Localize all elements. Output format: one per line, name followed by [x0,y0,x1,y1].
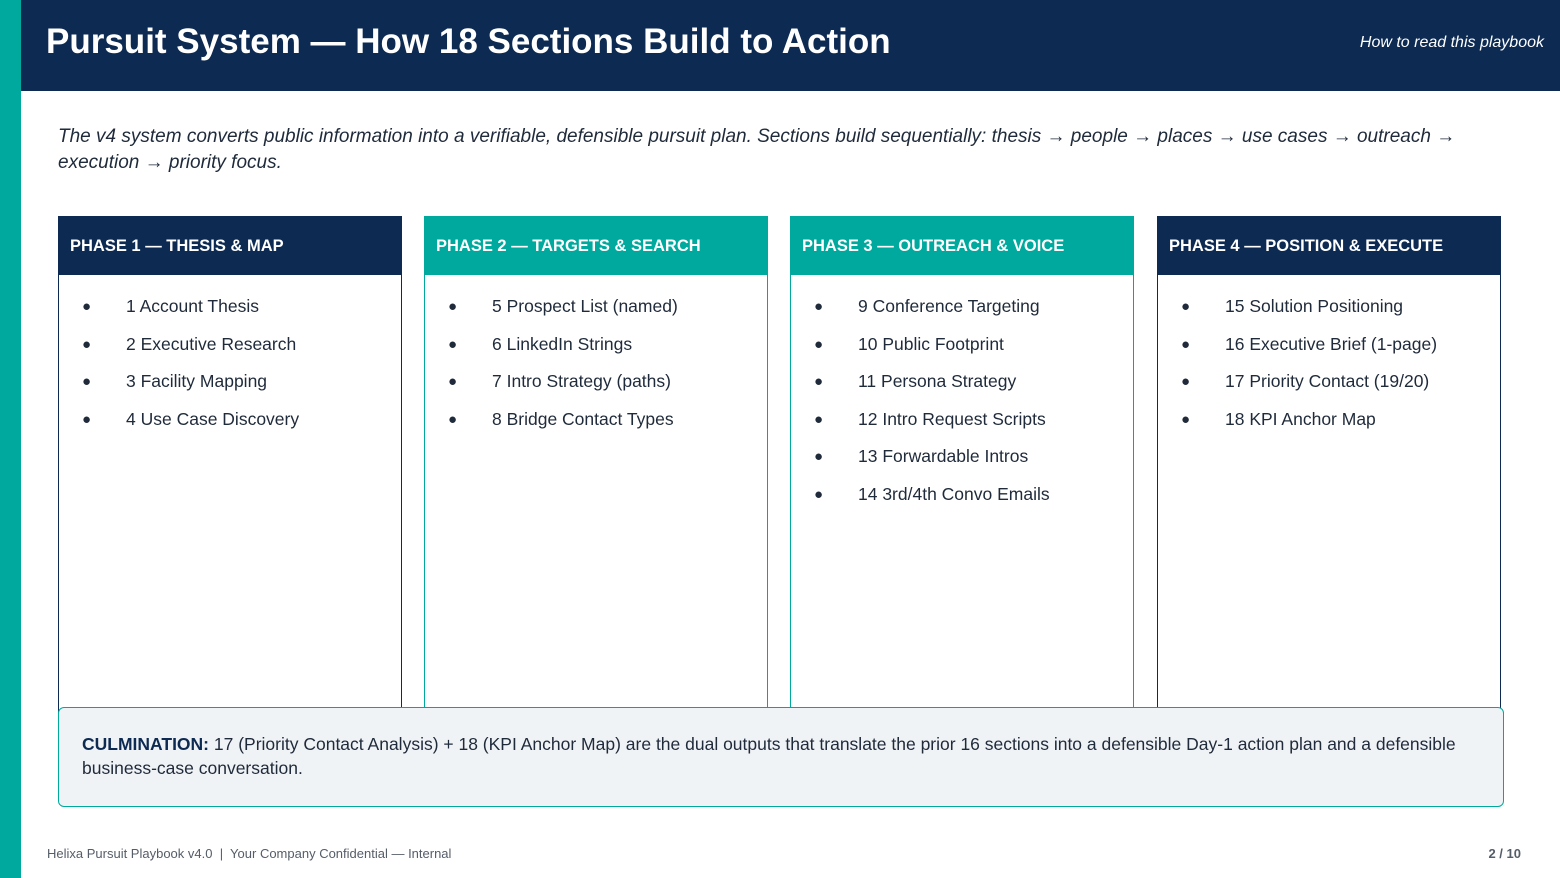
section-label: 2 Executive Research [126,333,297,354]
culmination-label: CULMINATION: [82,734,210,754]
bullet-icon: ● [814,373,824,391]
bullet-icon: ● [814,335,824,353]
bullet-icon: ● [814,485,824,503]
phase-header: PHASE 4 — POSITION & EXECUTE [1158,217,1500,275]
phase-section-list [59,275,401,438]
list-item [59,363,401,401]
slide-header [21,0,1560,91]
list-item [791,326,1133,364]
bullet-icon: ● [1181,373,1191,391]
page-number: 2 / 10 [1488,846,1521,861]
section-label: 9 Conference Targeting [858,296,1040,317]
section-label: 13 Forwardable Intros [858,446,1029,467]
phase-section-list [425,275,767,438]
section-label: 18 KPI Anchor Map [1225,408,1376,429]
footer-text: Helixa Pursuit Playbook v4.0 | Your Company Confidential — Internal [47,846,452,861]
list-item [59,288,401,326]
phase-section-list [1158,275,1500,438]
bullet-icon: ● [814,298,824,316]
section-label: 12 Intro Request Scripts [858,408,1046,429]
bullet-icon: ● [814,410,824,428]
section-label: 7 Intro Strategy (paths) [492,371,671,392]
bullet-icon: ● [1181,298,1191,316]
accent-side-bar [0,0,21,878]
list-item [1158,363,1500,401]
phase-header: PHASE 2 — TARGETS & SEARCH [425,217,767,275]
list-item [791,363,1133,401]
list-item [425,326,767,364]
phase-header: PHASE 1 — THESIS & MAP [59,217,401,275]
phase-card-1 [58,216,402,716]
bullet-icon: ● [448,410,458,428]
list-item [1158,288,1500,326]
phase-card-2 [424,216,768,716]
bullet-icon: ● [448,298,458,316]
bullet-icon: ● [1181,335,1191,353]
section-label: 11 Persona Strategy [858,371,1017,392]
section-label: 14 3rd/4th Convo Emails [858,483,1050,504]
phase-header: PHASE 3 — OUTREACH & VOICE [791,217,1133,275]
section-label: 4 Use Case Discovery [126,408,300,429]
list-item [791,288,1133,326]
header-subtitle: How to read this playbook [1359,34,1544,51]
list-item [791,438,1133,476]
list-item [425,288,767,326]
list-item [791,476,1133,514]
bullet-icon: ● [82,410,92,428]
slide-title: Pursuit System — How 18 Sections Build to Action [46,22,891,61]
section-label: 3 Facility Mapping [126,371,268,392]
section-label: 5 Prospect List (named) [492,296,678,317]
section-label: 15 Solution Positioning [1225,296,1404,317]
list-item [791,401,1133,439]
culmination-text: 17 (Priority Contact Analysis) + 18 (KPI Anchor Map) are the dual outputs that translate the prior 16 sections into a defensible Day-1 action plan and a defensible business-case conversation. [82,734,1456,778]
list-item [59,326,401,364]
bullet-icon: ● [1181,410,1191,428]
section-label: 8 Bridge Contact Types [492,408,674,429]
section-label: 1 Account Thesis [126,296,259,317]
bullet-icon: ● [82,298,92,316]
phase-card-3 [790,216,1134,716]
phase-section-list [791,275,1133,513]
list-item [1158,401,1500,439]
bullet-icon: ● [448,335,458,353]
list-item [425,363,767,401]
bullet-icon: ● [448,373,458,391]
section-label: 6 LinkedIn Strings [492,333,633,354]
bullet-icon: ● [814,448,824,466]
bullet-icon: ● [82,373,92,391]
list-item [59,401,401,439]
culmination-callout [58,707,1504,807]
section-label: 16 Executive Brief (1-page) [1225,333,1438,354]
list-item [425,401,767,439]
intro-paragraph: The v4 system converts public information into a verifiable, defensible pursuit plan. Sections build sequentially: thesis → people → places → use cases → outreach → execution → priority focus. [58,126,1456,173]
list-item [1158,326,1500,364]
phase-card-4 [1157,216,1501,716]
bullet-icon: ● [82,335,92,353]
section-label: 17 Priority Contact (19/20) [1225,371,1430,392]
section-label: 10 Public Footprint [858,333,1004,354]
